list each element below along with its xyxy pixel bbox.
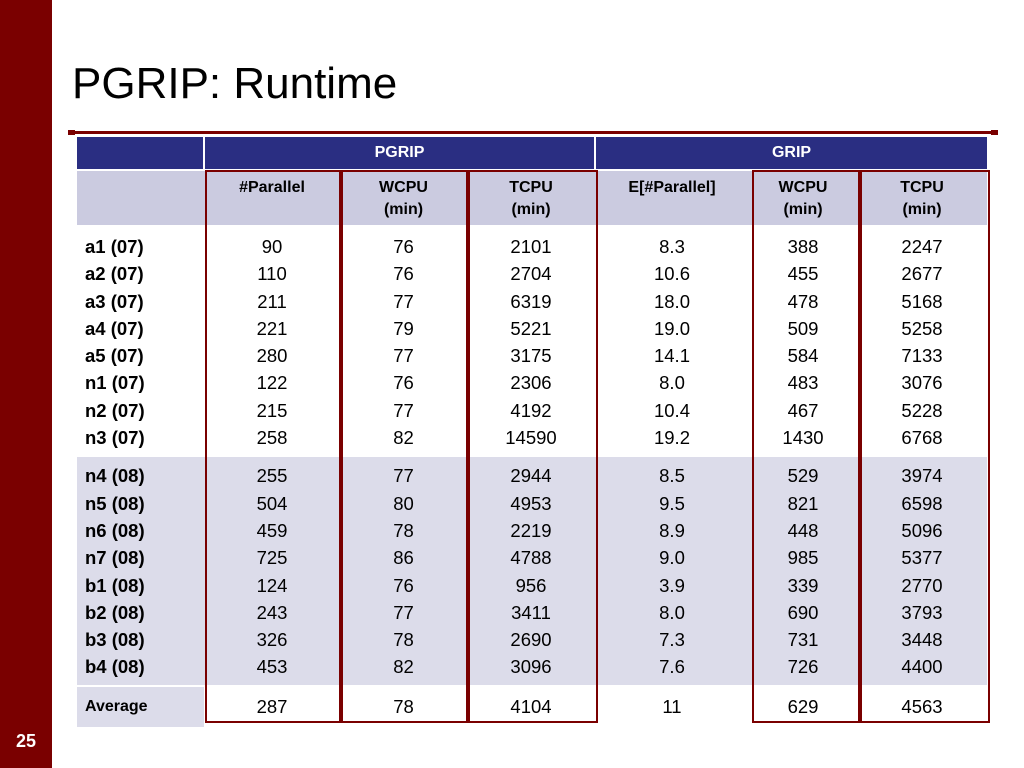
- table-cell: 2704: [510, 263, 552, 285]
- table-cell: 5096: [901, 519, 943, 541]
- row-label: b4 (08): [85, 656, 145, 678]
- table-cell: 725: [256, 547, 288, 569]
- row-label: n4 (08): [85, 465, 145, 487]
- data-block-2008: [77, 456, 987, 685]
- table-cell: 77: [393, 399, 414, 421]
- table-cell: 9.0: [659, 547, 685, 569]
- table-cell: 82: [393, 427, 414, 449]
- table-cell: 79: [393, 317, 414, 339]
- table-cell: 6768: [901, 427, 943, 449]
- average-label: Average: [77, 686, 204, 727]
- table-cell: 339: [787, 574, 819, 596]
- table-cell: 326: [256, 629, 288, 651]
- table-cell: 76: [393, 263, 414, 285]
- table-cell: 5221: [510, 317, 552, 339]
- table-cell: 5377: [901, 547, 943, 569]
- table-cell: 211: [257, 290, 287, 312]
- average-cell: 11: [595, 686, 749, 727]
- table-cell: 2690: [510, 629, 552, 651]
- table-cell: 78: [393, 519, 414, 541]
- table-cell: 76: [393, 236, 414, 257]
- table-cell: 4953: [510, 492, 552, 514]
- value-column: [467, 456, 595, 685]
- table-cell: 483: [787, 372, 819, 394]
- col-header-grip-wcpu: WCPU (min): [749, 170, 857, 226]
- value-column: [857, 456, 987, 685]
- table-cell: 215: [256, 399, 288, 421]
- table-cell: 584: [787, 345, 819, 367]
- col-header-grip-expected-parallel: E[#Parallel]: [595, 170, 749, 226]
- table-cell: 8.5: [659, 465, 685, 487]
- table-cell: 77: [393, 345, 414, 367]
- table-cell: 82: [393, 656, 414, 678]
- table-cell: 690: [787, 601, 819, 623]
- table-cell: 9.5: [659, 492, 685, 514]
- table-cell: 467: [787, 399, 819, 421]
- col-header-pgrip-parallel: #Parallel: [204, 170, 340, 226]
- table-cell: 19.2: [653, 427, 690, 449]
- row-labels: [77, 226, 204, 456]
- table-cell: 726: [787, 656, 819, 678]
- table-cell: 77: [393, 601, 414, 623]
- group-header-grip: GRIP: [595, 137, 987, 170]
- row-label: a2 (07): [85, 263, 144, 285]
- table-cell: 2101: [510, 236, 552, 257]
- value-column: [204, 226, 340, 456]
- average-cell: 78: [340, 686, 467, 727]
- table-cell: 8.0: [659, 601, 685, 623]
- table-cell: 4192: [510, 399, 552, 421]
- table-cell: 243: [256, 601, 288, 623]
- group-header-row: [77, 137, 987, 170]
- table-cell: 2247: [901, 236, 943, 257]
- table-cell: 8.9: [659, 519, 685, 541]
- row-labels: [77, 456, 204, 685]
- value-column: [857, 226, 987, 456]
- table-cell: 8.0: [659, 372, 685, 394]
- table-cell: 3974: [901, 465, 943, 487]
- table-cell: 5168: [901, 290, 943, 312]
- table-cell: 255: [256, 465, 288, 487]
- row-label: n7 (08): [85, 547, 145, 569]
- table-cell: 7133: [901, 345, 943, 367]
- table-cell: 78: [393, 629, 414, 651]
- table-cell: 10.6: [653, 263, 690, 285]
- table-cell: 504: [256, 492, 288, 514]
- row-label: n6 (08): [85, 519, 145, 541]
- table-cell: 448: [787, 519, 819, 541]
- value-column: [595, 226, 749, 456]
- table-cell: 110: [257, 263, 287, 285]
- average-cell: 4104: [467, 686, 595, 727]
- column-header-row: [77, 170, 987, 226]
- average-row: [77, 686, 987, 727]
- table-cell: 76: [393, 574, 414, 596]
- row-label: b3 (08): [85, 629, 145, 651]
- table-cell: 76: [393, 372, 414, 394]
- table-cell: 280: [256, 345, 288, 367]
- table-cell: 3.9: [659, 574, 685, 596]
- table-cell: 6598: [901, 492, 943, 514]
- row-label: b2 (08): [85, 601, 145, 623]
- table-cell: 459: [256, 519, 288, 541]
- page-number: 25: [15, 731, 37, 751]
- left-accent-bar: [0, 0, 52, 768]
- subheader-corner: [77, 170, 204, 226]
- table-cell: 14590: [505, 427, 557, 449]
- table-cell: 2770: [901, 574, 943, 596]
- value-column: [340, 456, 467, 685]
- table-cell: 2944: [510, 465, 552, 487]
- table-cell: 3411: [511, 601, 551, 623]
- average-cell: 629: [749, 686, 857, 727]
- table-cell: 5228: [901, 399, 943, 421]
- table-cell: 478: [787, 290, 819, 312]
- group-header-pgrip: PGRIP: [204, 137, 595, 170]
- table-cell: 5258: [901, 317, 943, 339]
- row-label: b1 (08): [85, 574, 145, 596]
- table-cell: 3793: [901, 601, 943, 623]
- average-cell: 287: [204, 686, 340, 727]
- value-column: [749, 226, 857, 456]
- table-cell: 77: [393, 290, 414, 312]
- table-cell: 455: [787, 263, 819, 285]
- average-cell: 4563: [857, 686, 987, 727]
- table-cell: 731: [787, 629, 819, 651]
- value-column: [749, 456, 857, 685]
- table-cell: 453: [256, 656, 288, 678]
- row-label: a4 (07): [85, 317, 144, 339]
- table-cell: 77: [393, 465, 414, 487]
- table-cell: 529: [787, 465, 819, 487]
- table-cell: 80: [393, 492, 414, 514]
- table-cell: 3076: [901, 372, 943, 394]
- table-cell: 985: [787, 547, 819, 569]
- table-cell: 7.3: [659, 629, 685, 651]
- table-cell: 90: [261, 236, 283, 257]
- slide-title: PGRIP: Runtime: [72, 59, 398, 108]
- table-cell: 18.0: [653, 290, 690, 312]
- header-corner: [77, 137, 204, 170]
- table-cell: 122: [256, 372, 288, 394]
- title-divider: [68, 131, 998, 134]
- table-cell: 4400: [901, 656, 943, 678]
- table-cell: 10.4: [653, 399, 690, 421]
- table-cell: 6319: [510, 290, 552, 312]
- data-block-2007: [77, 226, 987, 456]
- table-cell: 258: [256, 427, 288, 449]
- table-cell: 956: [515, 574, 547, 596]
- row-label: n3 (07): [85, 427, 145, 449]
- row-label: a5 (07): [85, 345, 144, 367]
- runtime-table: [77, 137, 987, 727]
- value-column: [340, 226, 467, 456]
- table-cell: 2306: [510, 372, 552, 394]
- table-cell: 3448: [901, 629, 943, 651]
- col-header-grip-tcpu: TCPU (min): [857, 170, 987, 226]
- table-cell: 388: [787, 236, 819, 257]
- table-cell: 821: [787, 492, 819, 514]
- row-label: n2 (07): [85, 399, 145, 421]
- row-label: n5 (08): [85, 492, 145, 514]
- table-cell: 19.0: [653, 317, 690, 339]
- table-cell: 2677: [901, 263, 943, 285]
- col-header-pgrip-wcpu: WCPU (min): [340, 170, 467, 226]
- table-cell: 4788: [510, 547, 552, 569]
- table-cell: 8.3: [659, 236, 685, 257]
- row-label: a3 (07): [85, 290, 144, 312]
- table-cell: 2219: [510, 519, 552, 541]
- table-cell: 86: [393, 547, 414, 569]
- value-column: [204, 456, 340, 685]
- table-cell: 3175: [510, 345, 552, 367]
- value-column: [467, 226, 595, 456]
- table-cell: 14.1: [653, 345, 690, 367]
- row-label: n1 (07): [85, 372, 145, 394]
- table-cell: 1430: [782, 427, 824, 449]
- table-cell: 221: [256, 317, 288, 339]
- row-label: a1 (07): [85, 236, 144, 257]
- table-cell: 3096: [510, 656, 552, 678]
- value-column: [595, 456, 749, 685]
- table-cell: 7.6: [659, 656, 685, 678]
- col-header-pgrip-tcpu: TCPU (min): [467, 170, 595, 226]
- table-cell: 509: [787, 317, 819, 339]
- table-cell: 124: [256, 574, 288, 596]
